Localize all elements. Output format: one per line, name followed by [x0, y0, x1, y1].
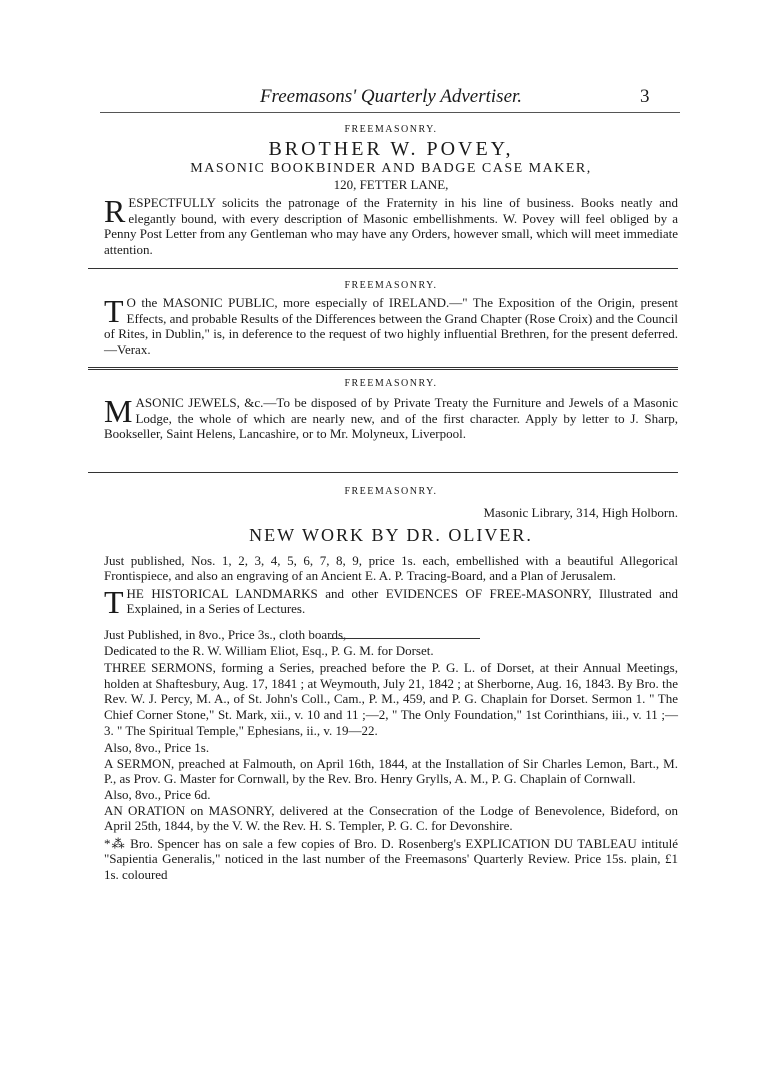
explication-paragraph [104, 836, 678, 883]
section-divider [88, 472, 678, 473]
header-rule [100, 112, 680, 113]
asterism: *⁂ [104, 835, 126, 851]
advertiser-name: BROTHER W. POVEY, [268, 138, 514, 160]
ad-text: ESPECTFULLY solicits the patronage of the Fraternity in his line of business. Books neatly and elegantly bound, with every description of Masonic embellishments. W. Povey will feel obliged by a Penny Post Letter from any Gentleman who may have any Orders, however small, which will meet immediate attention. [104, 195, 679, 257]
drop-capital: T [104, 583, 124, 620]
library-address: Masonic Library, 314, High Holborn. [483, 505, 678, 520]
sermons-paragraph: THREE SERMONS, forming a Series, preached before the P. G. L. of Dorset, at their Annual Meetings, holden at Shaftesbury, Aug. 17, 1841 ; at Weymouth, July 21, 1842 ; at Sherborne, Aug. 16, 1843. By Bro. the Rev. W. J. Percy, M. A., of St. John's Coll., Cam., P. M., 459, and P. G. Chaplain for Dorset. Sermon 1. " The Chief Corner Stone," St. Mark, xii., v. 10 and 11 ;—2, " The Only Foundation," 1st Corinthians, iii., v. 11 ;—3. " The Spiritual Temple," Ephesians, ii., v. 19—22. [104, 660, 678, 738]
explication-text: Bro. Spencer has on sale a few copies of Bro. D. Rosenberg's EXPLICATION DU TABLEAU intitulé "Sapientia Generalis," noticed in the last number of the Freemasons' Quarterly Review. Price 15s. plain, £1 1s. coloured [104, 835, 679, 882]
published-line: Just Published, in 8vo., Price 3s., cloth boards, [104, 626, 347, 642]
book-title: NEW WORK BY DR. OLIVER. [249, 524, 533, 545]
ad-masonic-jewels [104, 378, 678, 442]
also-price-1: Also, 8vo., Price 1s. [104, 740, 210, 756]
drop-capital: T [104, 293, 124, 329]
drop-capital: R [104, 193, 126, 229]
landmarks-paragraph [104, 583, 678, 620]
drop-capital: M [104, 393, 133, 429]
section-heading: FREEMASONRY. [344, 378, 438, 389]
ad-povey [104, 124, 678, 257]
advertiser-address: 120, FETTER LANE, [333, 177, 449, 192]
section-heading: FREEMASONRY. [344, 124, 438, 135]
landmarks-text: HE HISTORICAL LANDMARKS and other EVIDENCES OF FREE-MASONRY, Illustrated and Explained, in a Series of Lectures. [126, 585, 678, 617]
advertiser-trade: MASONIC BOOKBINDER AND BADGE CASE MAKER, [190, 161, 592, 176]
page-number: 3 [640, 86, 650, 107]
ad-masonic-public [104, 280, 678, 357]
also-price-2: Also, 8vo., Price 6d. [104, 786, 211, 802]
section-divider [88, 268, 678, 269]
ad-body [104, 195, 678, 257]
intro-paragraph: Just published, Nos. 1, 2, 3, 4, 5, 6, 7, 8, 9, price 1s. each, embellished with a beautiful Allegorical Frontispiece, and also an engraving of an Ancient E. A. P. Tracing-Board, and a Plan of Jerusalem. [104, 552, 678, 584]
dedication-line: Dedicated to the R. W. William Eliot, Esq., P. G. M. for Dorset. [104, 642, 434, 658]
section-divider [88, 367, 678, 370]
ad-body [104, 295, 678, 357]
sermon-paragraph: A SERMON, preached at Falmouth, on April 16th, 1844, at the Installation of Sir Charles Lemon, Bart., M. P., as Prov. G. Master for Cornwall, by the Rev. Bro. Henry Grylls, A. M., P. G. Chaplain of Cornwall. [104, 755, 678, 787]
running-header-title: Freemasons' Quarterly Advertiser. [259, 86, 523, 107]
ad-body [104, 395, 678, 442]
section-heading: FREEMASONRY. [344, 280, 438, 291]
ad-text: ASONIC JEWELS, &c.—To be disposed of by Private Treaty the Furniture and Jewels of a Masonic Lodge, the whole of which are nearly new, and of the first character. Apply by letter to J. Sharp, Bookseller, Saint Helens, Lancashire, or to Mr. Molyneux, Liverpool. [104, 395, 678, 442]
short-divider [330, 638, 480, 639]
ad-new-work-oliver [104, 486, 678, 882]
ad-text: O the MASONIC PUBLIC, more especially of IRELAND.—" The Exposition of the Origin, present Effects, and probable Results of the Differences between the Grand Chapter (Rose Croix) and the Council of Rites, in Dublin," is, in deference to the request of two highly influential Brethren, for the present deferred.—Verax. [104, 295, 678, 357]
section-heading: FREEMASONRY. [344, 486, 438, 497]
oration-paragraph: AN ORATION on MASONRY, delivered at the Consecration of the Lodge of Benevolence, Bideford, on April 25th, 1844, by the V. W. the Rev. H. S. Templer, P. G. C. for Devonshire. [104, 802, 678, 834]
